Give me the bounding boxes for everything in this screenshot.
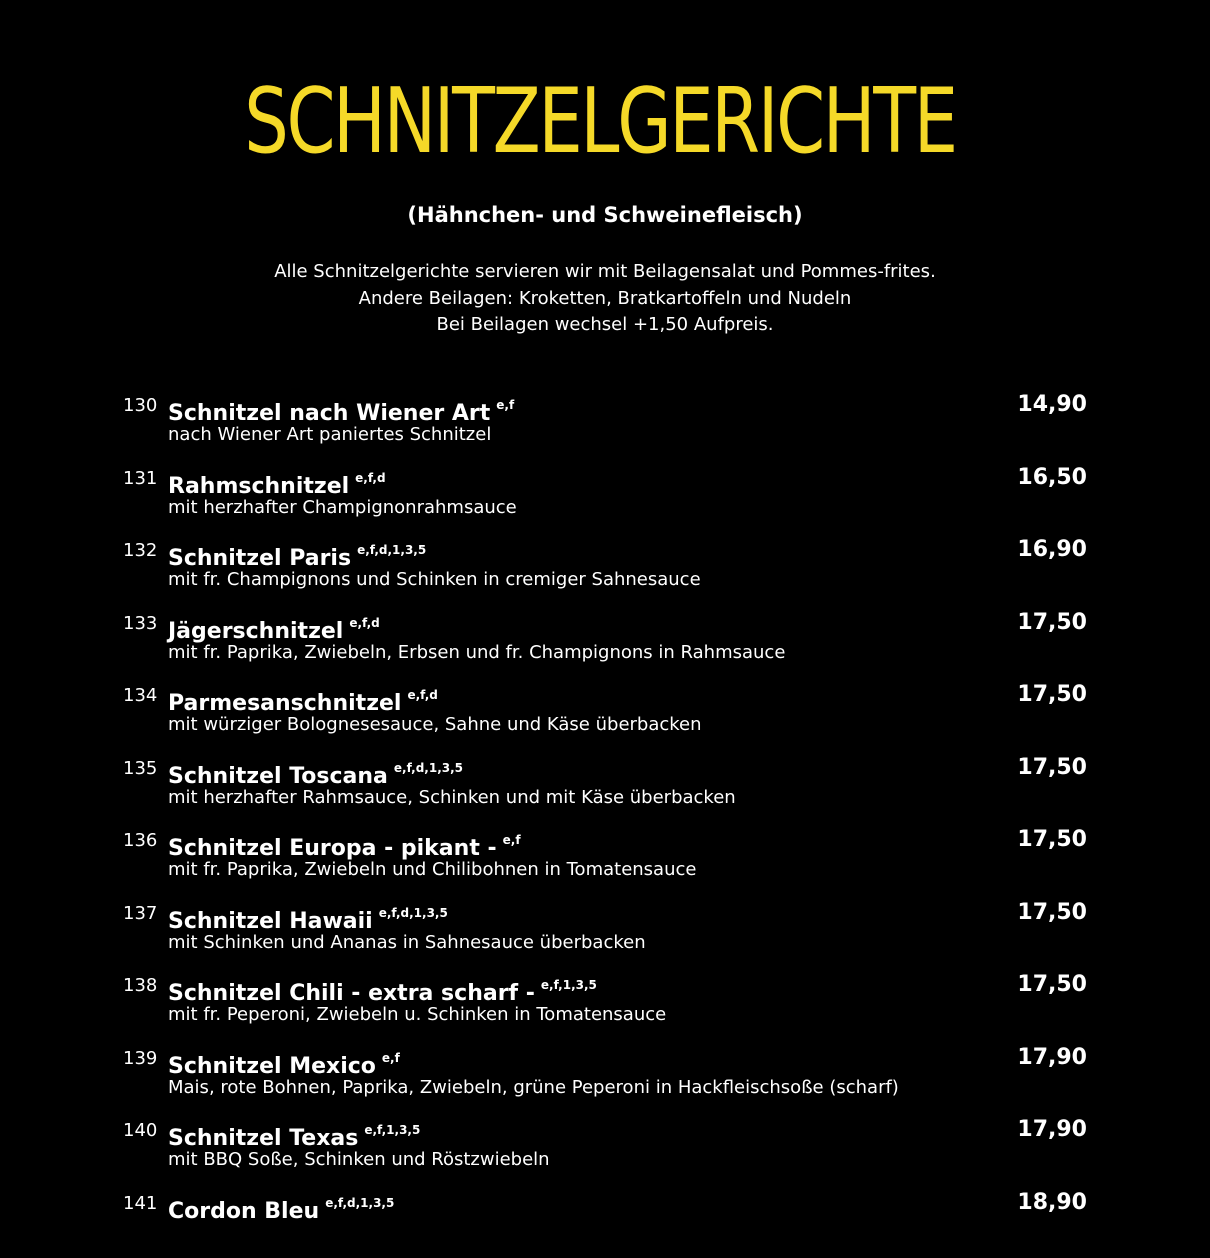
menu-item bbox=[0, 1186, 1200, 1258]
item-number: 139 bbox=[123, 1047, 157, 1071]
item-price: 17,90 bbox=[1017, 1043, 1087, 1073]
menu-item bbox=[0, 461, 1200, 534]
page-title: SCHNITZELGERICHTE bbox=[132, 72, 1068, 172]
item-number: 130 bbox=[123, 394, 157, 418]
item-price: 17,50 bbox=[1017, 753, 1087, 783]
item-allergens: e,f,d,1,3,5 bbox=[379, 906, 448, 920]
item-allergens: e,f,d bbox=[349, 616, 379, 630]
item-number: 135 bbox=[123, 757, 157, 781]
item-description: mit würziger Bolognesesauce, Sahne und Käse überbacken bbox=[168, 713, 702, 737]
item-name: Schnitzel Europa - pikant - bbox=[168, 836, 497, 861]
item-description: mit fr. Peperoni, Zwiebeln u. Schinken in Tomatensauce bbox=[168, 1003, 666, 1027]
item-description: mit BBQ Soße, Schinken und Röstzwiebeln bbox=[168, 1148, 550, 1172]
item-description: nach Wiener Art paniertes Schnitzel bbox=[168, 423, 491, 447]
item-number: 138 bbox=[123, 974, 157, 998]
item-description: mit herzhafter Champignonrahmsauce bbox=[168, 496, 517, 520]
item-description: mit fr. Paprika, Zwiebeln und Chilibohnen in Tomatensauce bbox=[168, 858, 696, 882]
item-price: 17,50 bbox=[1017, 608, 1087, 638]
item-number: 132 bbox=[123, 539, 157, 563]
item-name: Cordon Bleu bbox=[168, 1199, 319, 1224]
item-name: Schnitzel Toscana bbox=[168, 764, 388, 789]
item-price: 17,90 bbox=[1017, 1115, 1087, 1145]
item-allergens: e,f bbox=[496, 398, 514, 412]
intro-line: Bei Beilagen wechsel +1,50 Aufpreis. bbox=[0, 312, 1210, 339]
item-number: 140 bbox=[123, 1119, 157, 1143]
item-allergens: e,f,d,1,3,5 bbox=[325, 1196, 394, 1210]
menu-list bbox=[0, 388, 1200, 1258]
item-allergens: e,f bbox=[503, 833, 521, 847]
item-name: Parmesanschnitzel bbox=[168, 691, 401, 716]
menu-item bbox=[0, 388, 1200, 461]
item-price: 14,90 bbox=[1017, 390, 1087, 420]
item-allergens: e,f bbox=[382, 1051, 400, 1065]
item-price: 17,50 bbox=[1017, 825, 1087, 855]
item-name: Schnitzel Mexico bbox=[168, 1054, 376, 1079]
item-description: mit fr. Paprika, Zwiebeln, Erbsen und fr. Champignons in Rahmsauce bbox=[168, 641, 785, 665]
item-allergens: e,f,d bbox=[407, 688, 437, 702]
menu-item bbox=[0, 606, 1200, 679]
menu-item bbox=[0, 823, 1200, 896]
intro-line: Alle Schnitzelgerichte servieren wir mit Beilagensalat und Pommes-frites. bbox=[0, 259, 1210, 286]
item-number: 133 bbox=[123, 612, 157, 636]
menu-item bbox=[0, 968, 1200, 1041]
item-name: Schnitzel Texas bbox=[168, 1126, 358, 1151]
item-allergens: e,f,d bbox=[355, 471, 385, 485]
item-name: Schnitzel Chili - extra scharf - bbox=[168, 981, 535, 1006]
intro-line: Andere Beilagen: Kroketten, Bratkartoffeln und Nudeln bbox=[0, 286, 1210, 313]
item-description: mit fr. Champignons und Schinken in cremiger Sahnesauce bbox=[168, 568, 701, 592]
item-number: 134 bbox=[123, 684, 157, 708]
item-allergens: e,f,d,1,3,5 bbox=[394, 761, 463, 775]
item-description: mit Schinken und Ananas in Sahnesauce überbacken bbox=[168, 931, 646, 955]
item-allergens: e,f,1,3,5 bbox=[541, 978, 597, 992]
item-name: Schnitzel nach Wiener Art bbox=[168, 401, 490, 426]
item-price: 17,50 bbox=[1017, 680, 1087, 710]
menu-item bbox=[0, 751, 1200, 824]
item-price: 16,90 bbox=[1017, 535, 1087, 565]
item-name: Schnitzel Paris bbox=[168, 546, 351, 571]
item-description: mit herzhafter Rahmsauce, Schinken und mit Käse überbacken bbox=[168, 786, 736, 810]
item-name: Jägerschnitzel bbox=[168, 619, 343, 644]
item-number: 131 bbox=[123, 467, 157, 491]
page-subtitle: (Hähnchen- und Schweinefleisch) bbox=[0, 200, 1210, 230]
item-allergens: e,f,1,3,5 bbox=[364, 1123, 420, 1137]
item-price: 17,50 bbox=[1017, 970, 1087, 1000]
item-number: 141 bbox=[123, 1192, 157, 1216]
item-name-line bbox=[168, 1188, 394, 1227]
menu-item bbox=[0, 896, 1200, 969]
menu-item bbox=[0, 1113, 1200, 1186]
menu-item bbox=[0, 533, 1200, 606]
item-description: Mais, rote Bohnen, Paprika, Zwiebeln, grüne Peperoni in Hackfleischsoße (scharf) bbox=[168, 1076, 899, 1100]
item-price: 18,90 bbox=[1017, 1188, 1087, 1218]
item-name: Schnitzel Hawaii bbox=[168, 909, 373, 934]
item-name: Rahmschnitzel bbox=[168, 474, 349, 499]
item-price: 17,50 bbox=[1017, 898, 1087, 928]
item-number: 136 bbox=[123, 829, 157, 853]
item-allergens: e,f,d,1,3,5 bbox=[357, 543, 426, 557]
menu-item bbox=[0, 1041, 1200, 1114]
menu-item bbox=[0, 678, 1200, 751]
intro-text bbox=[0, 259, 1210, 339]
item-number: 137 bbox=[123, 902, 157, 926]
item-price: 16,50 bbox=[1017, 463, 1087, 493]
